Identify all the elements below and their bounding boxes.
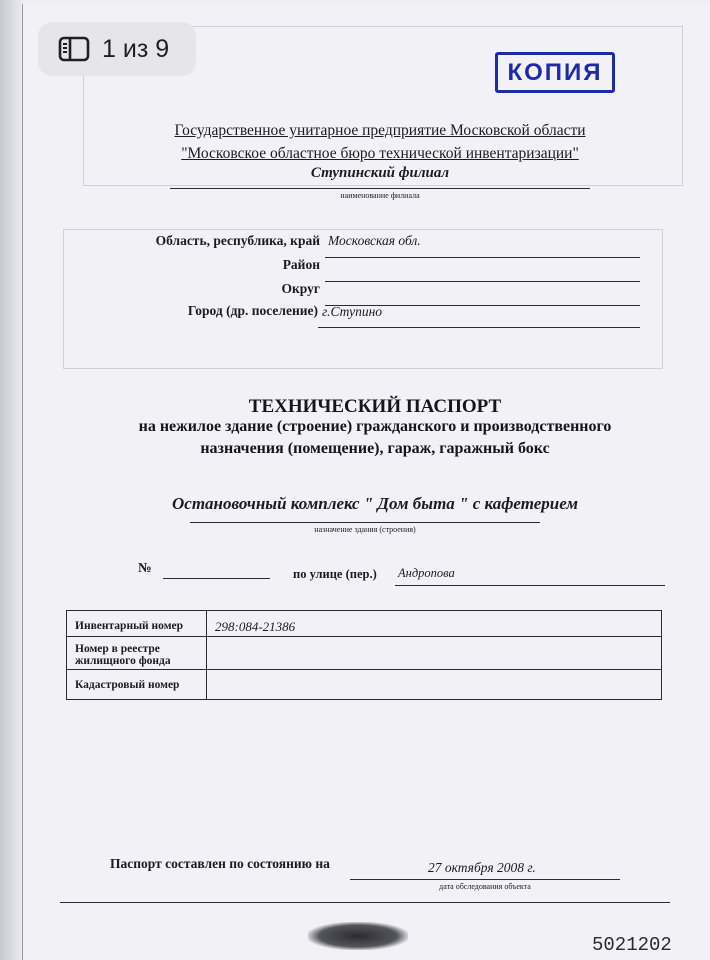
document-number: 5021202 (592, 934, 672, 956)
show-through-table (63, 229, 663, 369)
cadastral-number-label: Кадастровый номер (67, 670, 207, 700)
organization-name-line1: Государственное унитарное предприятие Московской области (174, 122, 586, 139)
organization-name-line2: "Московское областное бюро технической инвентаризации" (181, 145, 579, 162)
object-name: Остановочный комплекс " Дом быта " с кафетерием (172, 494, 578, 513)
footer-rule (60, 902, 670, 903)
document-subtitle-line2: назначения (помещение), гараж, гаражный бокс (200, 440, 550, 457)
street-label: по улице (пер.) (293, 567, 377, 581)
status-underline (350, 879, 620, 880)
region-value: Московская обл. (328, 233, 421, 248)
sidebar-toggle-icon (58, 36, 90, 62)
page-edge-shadow (0, 0, 24, 960)
page-indicator-text: 1 из 9 (102, 34, 170, 63)
housing-registry-number-value (207, 637, 662, 670)
district-underline (325, 281, 640, 282)
table-row (67, 637, 662, 670)
okrug-label: Округ (281, 281, 320, 296)
status-caption: дата обследования объекта (439, 882, 531, 891)
document-subtitle-line1: на нежилое здание (строение) гражданского и производственного (138, 418, 612, 435)
branch-underline (170, 188, 590, 189)
inventory-number-value: 298:084-21386 (207, 611, 662, 637)
table-row (67, 611, 662, 637)
number-label: № (138, 560, 152, 575)
branch-name: Ступинский филиал (310, 165, 450, 181)
document-title: ТЕХНИЧЕСКИЙ ПАСПОРТ (248, 396, 502, 417)
object-name-caption: назначение здания (строения) (314, 525, 416, 534)
city-underline (318, 327, 640, 328)
seal-smudge (308, 922, 408, 950)
cadastral-number-value (207, 670, 662, 700)
branch-caption: наименование филиала (340, 191, 420, 200)
passport-status-label: Паспорт составлен по состоянию на (110, 856, 330, 871)
region-underline (325, 257, 640, 258)
housing-registry-number-label: Номер в реестре жилищного фонда (67, 637, 207, 670)
page-indicator-button[interactable] (38, 22, 196, 76)
object-name-underline (190, 522, 540, 523)
copy-stamp: КОПИЯ (495, 52, 615, 93)
district-label: Район (282, 257, 320, 272)
street-underline (395, 585, 665, 586)
street-value: Андропова (398, 566, 455, 580)
number-underline (163, 578, 270, 579)
region-label: Область, республика, край (155, 233, 320, 248)
passport-status-date: 27 октября 2008 г. (428, 860, 536, 875)
city-label: Город (др. поселение) (187, 303, 318, 318)
city-value: г.Ступино (322, 304, 383, 319)
registry-table (66, 610, 662, 700)
table-row (67, 670, 662, 700)
inventory-number-label: Инвентарный номер (67, 611, 207, 637)
